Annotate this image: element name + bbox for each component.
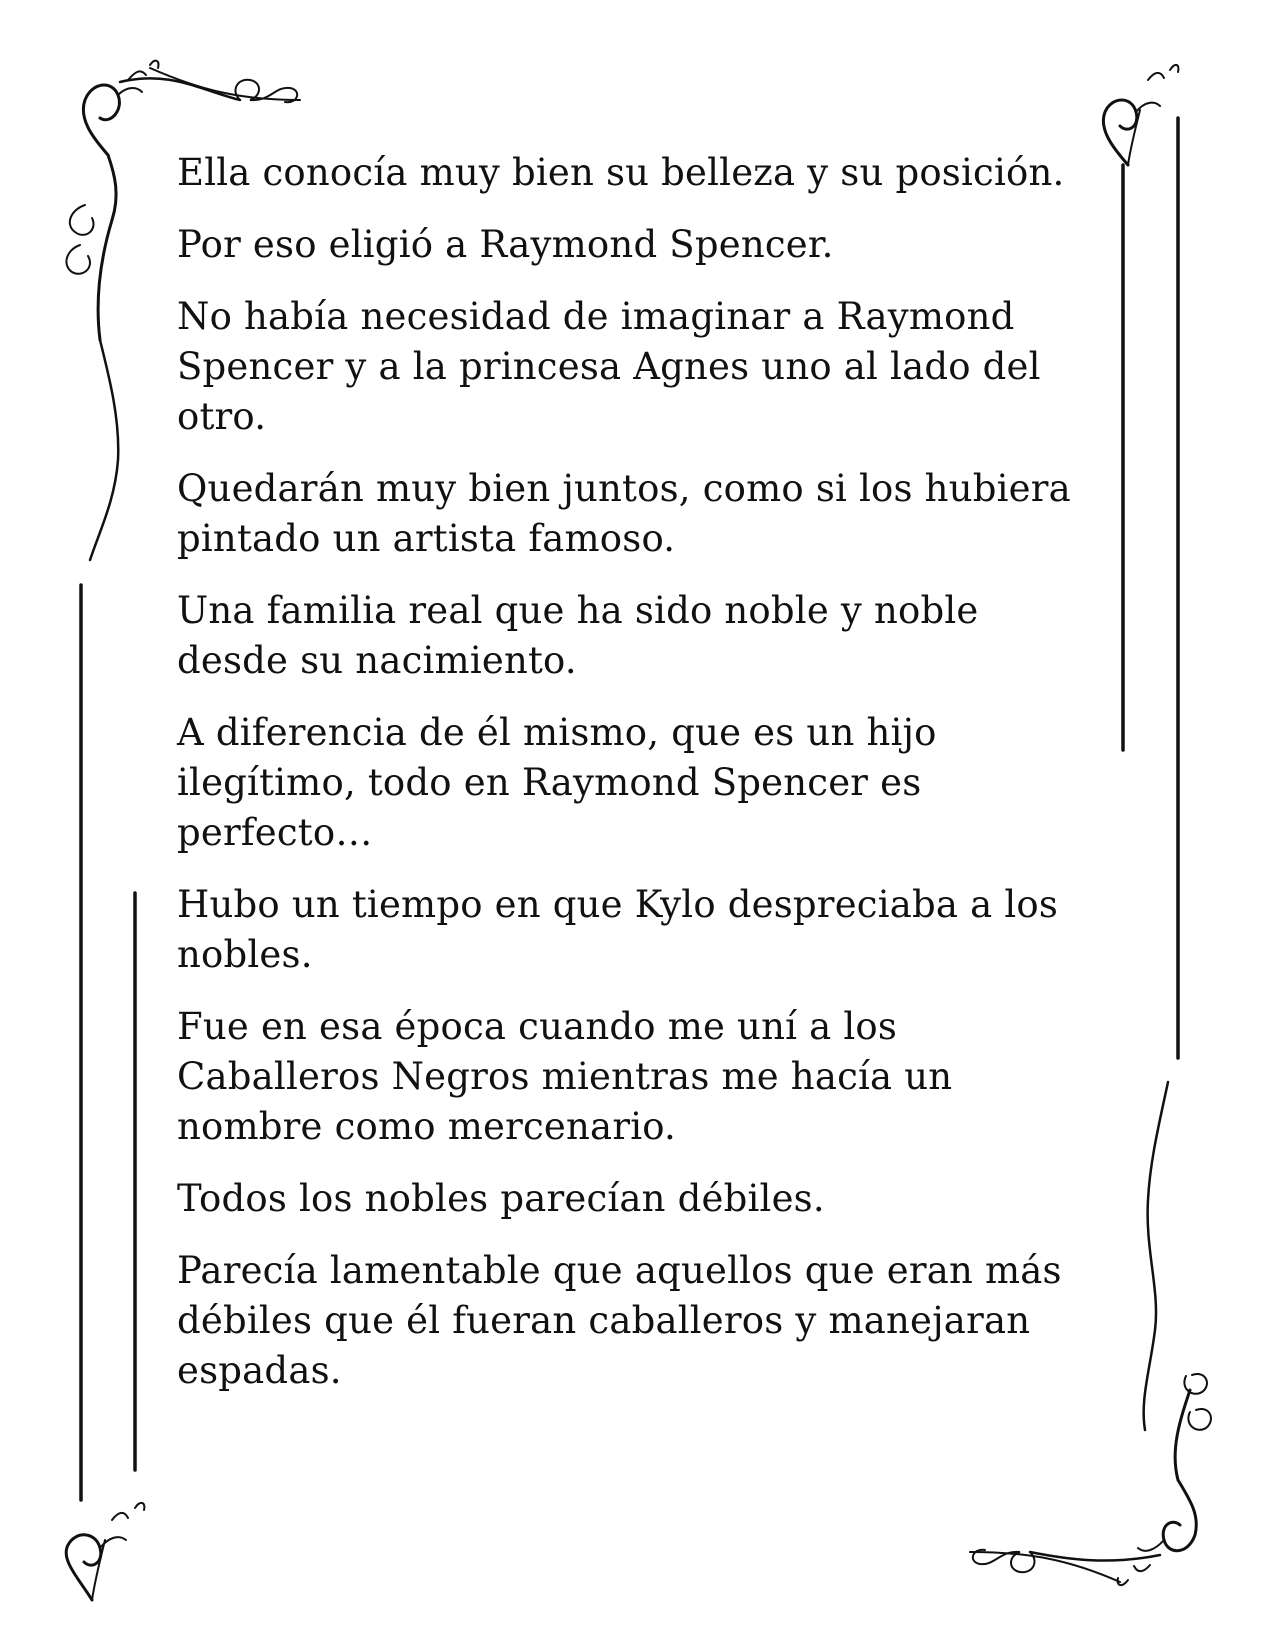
flourish-top-right (1103, 65, 1178, 165)
paragraph: Quedarán muy bien juntos, como si los hubiera pintado un artista famoso. (177, 467, 1071, 560)
paragraph: No había necesidad de imaginar a Raymond Spencer y a la princesa Agnes uno al lado del otro. (177, 295, 1041, 438)
paragraph: Por eso eligió a Raymond Spencer. (177, 223, 834, 266)
story-text (177, 148, 1097, 1418)
paragraph: Parecía lamentable que aquellos que eran más débiles que él fueran caballeros y manejaran espadas. (177, 1249, 1062, 1392)
paragraph: Ella conocía muy bien su belleza y su posición. (177, 151, 1065, 194)
paragraph: Fue en esa época cuando me uní a los Caballeros Negros mientras me hacía un nombre como mercenario. (177, 1005, 953, 1148)
paragraph: Una familia real que ha sido noble y noble desde su nacimiento. (177, 589, 979, 682)
paragraph: Todos los nobles parecían débiles. (177, 1177, 825, 1220)
flourish-bottom-left (66, 1503, 144, 1600)
paragraph: A diferencia de él mismo, que es un hijo ilegítimo, todo en Raymond Spencer es perfecto… (177, 711, 937, 854)
paragraph: Hubo un tiempo en que Kylo despreciaba a los nobles. (177, 883, 1059, 976)
